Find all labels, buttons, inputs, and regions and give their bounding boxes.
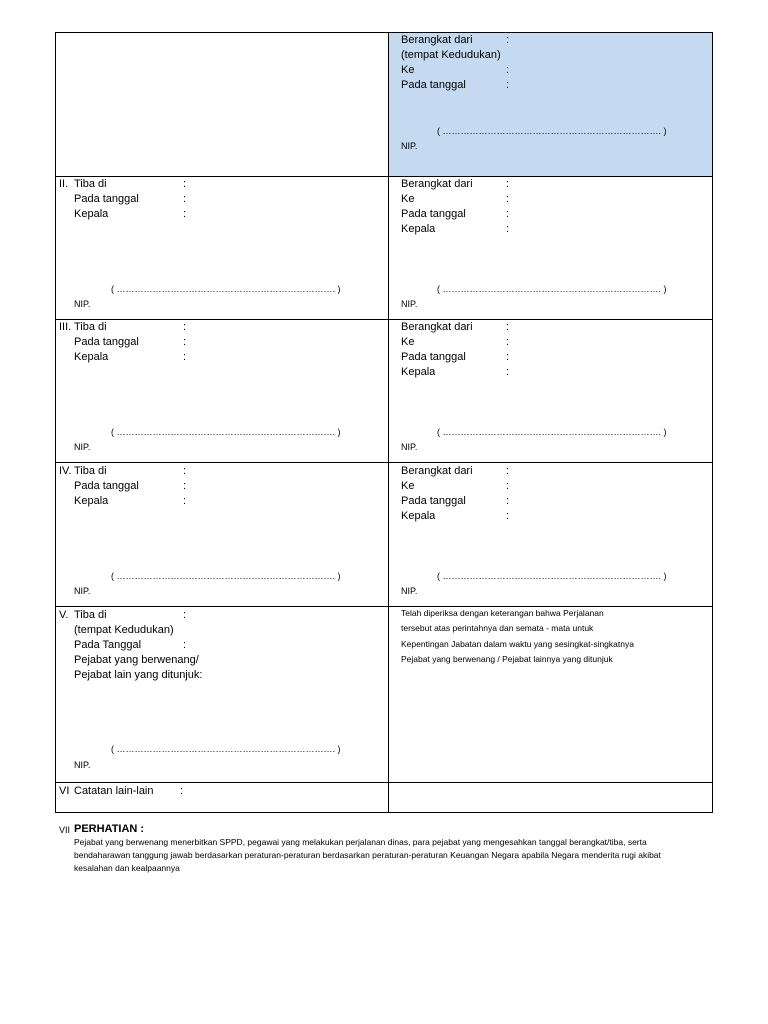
kepala-label: Kepala	[401, 510, 436, 522]
signature-line: ( ………………………………………………………………. )	[111, 744, 341, 754]
tempat-kedudukan-label: (tempat Kedudukan)	[74, 624, 174, 636]
row-divider-5	[55, 782, 713, 783]
pada-tanggal-label: Pada tanggal	[401, 495, 466, 507]
nip-label: NIP.	[74, 442, 91, 452]
colon: :	[180, 785, 184, 797]
colon: :	[506, 193, 510, 205]
signature-line: ( ………………………………………………………………. )	[111, 427, 341, 437]
berangkat-dari-label: Berangkat dari	[401, 34, 473, 46]
tempat-kedudukan-label: (tempat Kedudukan)	[401, 49, 501, 61]
pejabat-berwenang-label: Pejabat yang berwenang/	[74, 654, 199, 666]
tiba-di-label: Tiba di	[74, 321, 107, 333]
signature-line: ( ………………………………………………………………. )	[437, 126, 667, 136]
pada-tanggal-label: Pada Tanggal	[74, 639, 142, 651]
statement-line: Pejabat yang berwenang / Pejabat lainnya yang ditunjuk	[401, 654, 613, 664]
colon: :	[183, 193, 187, 205]
section-numeral: VII	[59, 825, 71, 835]
signature-line: ( ………………………………………………………………. )	[437, 427, 667, 437]
colon: :	[183, 178, 187, 190]
section-numeral: II.	[59, 178, 69, 190]
ke-label: Ke	[401, 336, 415, 348]
colon: :	[183, 336, 187, 348]
colon: :	[506, 223, 510, 235]
colon: :	[183, 639, 187, 651]
colon: :	[506, 321, 510, 333]
colon: :	[506, 64, 510, 76]
section-numeral: IV.	[59, 465, 72, 477]
table-border-top	[55, 32, 713, 33]
row-divider-4	[55, 606, 713, 607]
kepala-label: Kepala	[401, 366, 436, 378]
table-border-bottom	[55, 812, 713, 813]
pada-tanggal-label: Pada tanggal	[74, 480, 139, 492]
signature-line: ( ………………………………………………………………. )	[111, 284, 341, 294]
row-divider-1	[55, 176, 713, 177]
nip-label: NIP.	[401, 299, 418, 309]
perhatian-title: PERHATIAN :	[74, 823, 145, 835]
colon: :	[506, 208, 510, 220]
pada-tanggal-label: Pada tanggal	[401, 79, 466, 91]
nip-label: NIP.	[74, 299, 91, 309]
pada-tanggal-label: Pada tanggal	[401, 208, 466, 220]
colon: :	[506, 79, 510, 91]
statement-line: tersebut atas perintahnya dan semata - mata untuk	[401, 623, 594, 633]
colon: :	[506, 366, 510, 378]
ke-label: Ke	[401, 480, 415, 492]
perhatian-line: Pejabat yang berwenang menerbitkan SPPD, pegawai yang melakukan perjalanan dinas, para pejabat yang mengesahkan tanggal berangkat/tiba, serta	[74, 837, 647, 847]
berangkat-dari-label: Berangkat dari	[401, 465, 473, 477]
pada-tanggal-label: Pada tanggal	[401, 351, 466, 363]
nip-label: NIP.	[401, 141, 418, 151]
ke-label: Ke	[401, 193, 415, 205]
ke-label: Ke	[401, 64, 415, 76]
colon: :	[506, 34, 510, 46]
nip-label: NIP.	[401, 442, 418, 452]
colon: :	[506, 510, 510, 522]
nip-label: NIP.	[74, 586, 91, 596]
colon: :	[183, 480, 187, 492]
perhatian-line: kesalahan dan kealpaannya	[74, 863, 180, 873]
nip-label: NIP.	[401, 586, 418, 596]
kepala-label: Kepala	[74, 208, 109, 220]
colon: :	[183, 609, 187, 621]
berangkat-dari-label: Berangkat dari	[401, 178, 473, 190]
colon: :	[183, 465, 187, 477]
kepala-label: Kepala	[74, 351, 109, 363]
section-numeral: III.	[59, 321, 72, 333]
table-border-left	[55, 32, 56, 813]
colon: :	[183, 208, 187, 220]
signature-line: ( ………………………………………………………………. )	[437, 284, 667, 294]
tiba-di-label: Tiba di	[74, 609, 107, 621]
row-divider-2	[55, 319, 713, 320]
colon: :	[506, 495, 510, 507]
signature-line: ( ………………………………………………………………. )	[111, 571, 341, 581]
colon: :	[183, 351, 187, 363]
column-divider	[388, 32, 389, 813]
pejabat-lain-label: Pejabat lain yang ditunjuk:	[74, 669, 203, 681]
statement-line: Telah diperiksa dengan keterangan bahwa Perjalanan	[401, 608, 604, 618]
row-divider-3	[55, 462, 713, 463]
colon: :	[506, 178, 510, 190]
catatan-label: Catatan lain-lain	[74, 785, 154, 797]
pada-tanggal-label: Pada tanggal	[74, 193, 139, 205]
colon: :	[506, 351, 510, 363]
kepala-label: Kepala	[401, 223, 436, 235]
berangkat-dari-label: Berangkat dari	[401, 321, 473, 333]
section-numeral: VI	[59, 785, 70, 797]
pada-tanggal-label: Pada tanggal	[74, 336, 139, 348]
statement-line: Kepentingan Jabatan dalam waktu yang sesingkat-singkatnya	[401, 639, 634, 649]
table-border-right	[712, 32, 713, 813]
signature-line: ( ………………………………………………………………. )	[437, 571, 667, 581]
colon: :	[183, 321, 187, 333]
kepala-label: Kepala	[74, 495, 109, 507]
perhatian-line: bendaharawan tanggung jawab berdasarkan peraturan-peraturan berdasarkan peraturan-peraturan Keuangan Negara apabila Negara menderita rugi akibat	[74, 850, 661, 860]
colon: :	[506, 465, 510, 477]
tiba-di-label: Tiba di	[74, 178, 107, 190]
colon: :	[506, 336, 510, 348]
nip-label: NIP.	[74, 760, 91, 770]
colon: :	[183, 495, 187, 507]
colon: :	[506, 480, 510, 492]
tiba-di-label: Tiba di	[74, 465, 107, 477]
section-numeral: V.	[59, 609, 69, 621]
